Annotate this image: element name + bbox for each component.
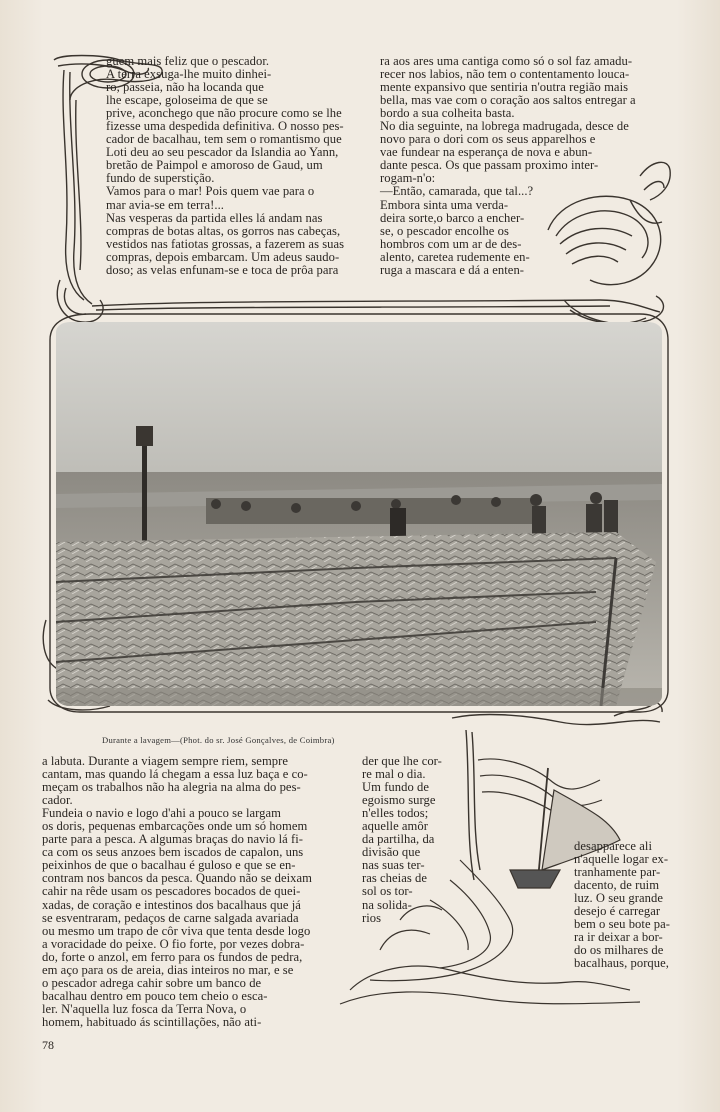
top-left-column: guem mais feliz que o pescador. A terra exsuga-lhe muito dinhei- ro, passeia, não ha locanda que lhe escape, goloseima de que se prive, aconchego que não procure como se lhe fizesse uma despedida definitiva. O nosso pes- cador de bacalhau, tem sem o romantismo que Loti deu ao seu pescador da Islandia ao Yann, bretão de Paimpol e amoroso de Gaud, um fundo de superstição. Vamos para o mar! Pois quem vae para o mar avia-se em terra!... Nas vesperas da partida elles lá andam nas compras de botas altas, os gorros nas cabeças, vestidos nas fatiotas grossas, a fazerem as suas compras, depois embarcam. Um adeus saudo- doso; as velas enfunam-se e toca de prôa para — [106, 54, 345, 277]
page-number: 78 — [42, 1038, 54, 1052]
fishing-boat-illustration-icon — [310, 720, 610, 1020]
bottom-left-column: a labuta. Durante a viagem sempre riem, sempre cantam, mas quando lá chegam a essa luz baça e co- meçam os trabalhos não ha alegria na alma do pes- cador. Fundeia o navio e logo d'ahi a pouco se largam os doris, pequenas embarcações onde um só homem parte para a pesca. A algumas braças do navio lá fi- ca com os seus anzoes bem iscados de capalon, uns peixinhos de que o bacalhau é guloso e que se en- contram nos bancos da pesca. Quando não se deixam cahir na rêde usam os pescadores bocados de quei- xadas, de coração e intestinos dos bacalhaus que já se esventraram, pedaços de carne salgada avariada ou mesmo um trapo de côr viva que tenta desde logo a voracidade do peixe. O fio forte, por vezes dobra- do, forte o anzol, em ferro para os fundos de pedra, em aço para os de areia, dias inteiros no mar, e se o pescador adrega cahir sobre um banco de bacalhau dentro em pouco tem cheio o esca- ler. N'aquella luz fosca da Terra Nova, o homem, habituado ás scintillações, não ati- — [42, 754, 312, 1029]
top-right-column: ra aos ares uma cantiga como só o sol faz amadu- recer nos labios, não tem o contentamento louca- mente expansivo que sentiria n'outra região mais bella, mas vae com o coração aos saltos entregar a bordo a sua colheita basta. No dia seguinte, na lobrega madrugada, desce de novo para o dori com os seus apparelhos e vae fundear na esperança de nova e abun- dante pesca. Os que passam proximo inter- rogam-n'o: —Então, camarada, que tal...? Embora sinta uma verda- deira sorte,o barco a encher- se, o pescador encolhe os hombros com um ar de des- alento, caretea rudemente en- ruga a mascara e dá a enten- — [380, 54, 636, 277]
bottom-middle-column: der que lhe cor- re mal o dia. Um fundo de egoismo surge n'elles todos; aquelle amôr da partilha, da divisão que nas suas ter- ras cheias de sol os tor- na solida- rios — [362, 754, 442, 925]
drying-racks-photograph — [56, 322, 662, 706]
bottom-right-column: desapparece ali n'aquelle logar ex- tranhamente par- dacento, de ruim luz. O seu grande desejo é carregar bem o seu bote pa- ra ir deixar a bor- do os milhares de bacalhaus, porque, — [574, 839, 671, 971]
photo-caption: Durante a lavagem—(Phot. do sr. José Gonçalves, de Coimbra) — [102, 735, 335, 745]
